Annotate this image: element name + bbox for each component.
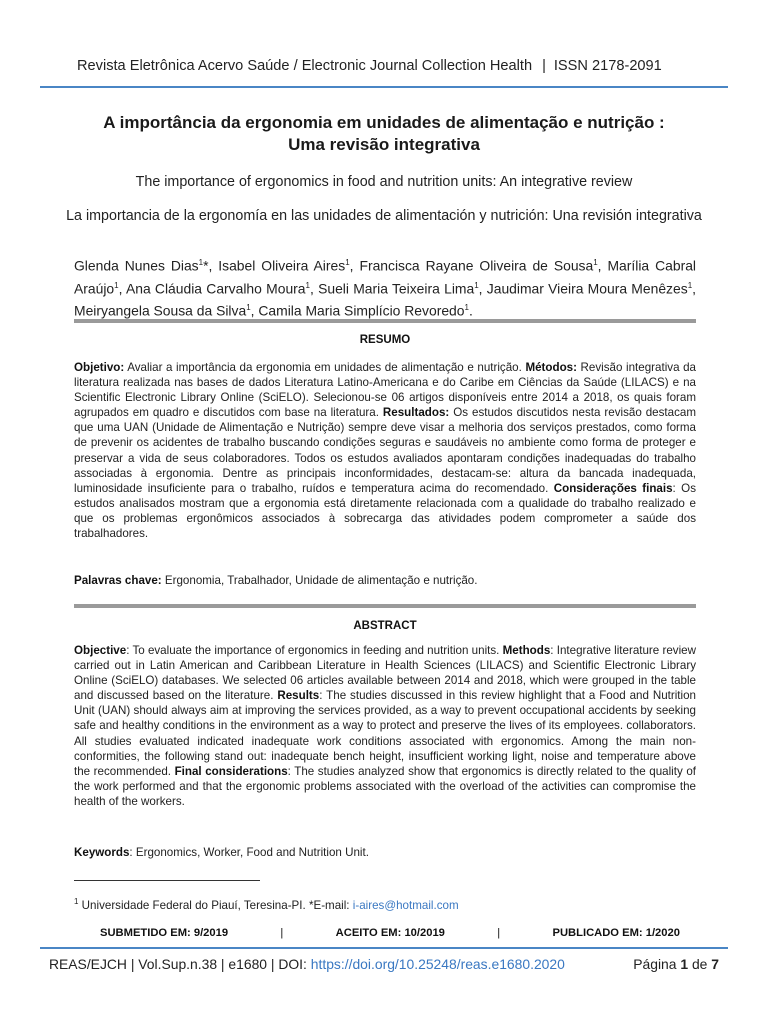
page-total: 7 <box>711 956 719 972</box>
date-separator: | <box>280 927 284 939</box>
affiliation-mark: 1 <box>464 303 469 313</box>
author-name: , Jaudimar Vieira Moura Menêzes <box>478 280 688 297</box>
resumo-label-resultados: Resultados: <box>382 406 450 420</box>
footer-rule <box>40 947 728 949</box>
author-name: , Sueli Maria Teixeira Lima <box>309 280 475 297</box>
palavras-label: Palavras chave: <box>74 574 162 587</box>
footnote-rule <box>74 880 260 881</box>
page-number <box>633 956 719 972</box>
author-name: . <box>468 302 473 319</box>
section-divider <box>74 604 696 608</box>
affiliation-mark: 1 <box>305 280 310 290</box>
author-name: , Marília Cabral Araújo <box>74 257 697 297</box>
keywords <box>74 845 696 860</box>
article-title-en: The importance of ergonomics in food and nutrition units: An integrative review <box>135 174 633 190</box>
palavras-chave <box>74 573 696 588</box>
submission-dates <box>100 927 680 939</box>
article-title-es: La importancia de la ergonomía en las unidades de alimentación y nutrición: Una revisión integrativa <box>66 208 702 224</box>
abstract-label-methods: Methods <box>502 644 551 657</box>
abstract-label-objective: Objective <box>74 644 127 657</box>
resumo-text-consideracoes: : Os estudos analisados mostram que a ergonomia está diretamente relacionada com a qualidade do trabalho realizado e que os problemas ergonômicos associados à sobrecarga das atividades podem comprometer a saúde dos trabalhadores. <box>74 481 696 541</box>
doi-link[interactable]: https://doi.org/10.25248/reas.e1680.2020 <box>310 956 565 972</box>
title-line-2: Uma revisão integrativa <box>288 135 480 154</box>
journal-name: Revista Eletrônica Acervo Saúde / Electronic Journal Collection Health <box>77 58 533 74</box>
author-name: , Ana Cláudia Carvalho Moura <box>118 280 306 297</box>
abstract-heading: ABSTRACT <box>353 620 417 632</box>
resumo-label-metodos: Métodos: <box>525 361 577 374</box>
affiliation-mark: 1 <box>198 258 204 267</box>
resumo-body <box>74 360 696 541</box>
published-date: PUBLICADO EM: 1/2020 <box>552 927 680 939</box>
palavras-text: Ergonomia, Trabalhador, Unidade de alimentação e nutrição. <box>161 574 478 587</box>
footnote-mark: 1 <box>74 897 79 906</box>
affiliation-mark: 1 <box>687 280 693 290</box>
title-line-1: A importância da ergonomia em unidades de alimentação e nutrição : <box>103 113 665 132</box>
citation-info <box>49 956 565 972</box>
running-header <box>77 58 707 74</box>
issn: ISSN 2178-2091 <box>553 58 662 74</box>
abstract-body <box>74 643 696 809</box>
article-title-pt <box>60 112 708 156</box>
author-name: Glenda Nunes Dias <box>74 257 199 274</box>
keywords-label: Keywords <box>74 846 130 859</box>
running-footer <box>49 956 719 972</box>
resumo-text-objetivo: Avaliar a importância da ergonomia em unidades de alimentação e nutrição. <box>124 361 526 374</box>
abstract-text-objective: : To evaluate the importance of ergonomics in feeding and nutrition units. <box>126 644 503 657</box>
citation-text: REAS/EJCH | Vol.Sup.n.38 | e1680 | DOI: <box>49 956 311 972</box>
section-divider <box>74 319 696 323</box>
affiliation-mark: 1 <box>114 280 119 290</box>
page-of: de <box>688 956 712 972</box>
abstract-text-final: : The studies analyzed show that ergonomics is directly related to the quality of the work performed and that the ergonomic problems associated with the overload of the activities can compromise the health of the workers. <box>74 764 696 808</box>
resumo-label-consideracoes: Considerações finais <box>553 481 673 495</box>
date-separator: | <box>497 927 501 939</box>
author-name: , Meiryangela Sousa da Silva <box>74 280 696 319</box>
abstract-label-final: Final considerations <box>174 764 288 778</box>
header-rule <box>40 86 728 88</box>
affiliation-mark: 1 <box>345 258 350 267</box>
author-name: , Francisca Rayane Oliveira de Sousa <box>349 257 594 274</box>
footnote-text: Universidade Federal do Piauí, Teresina-PI. *E-mail: <box>78 898 353 912</box>
header-separator: | <box>542 58 546 74</box>
affiliation-mark: 1 <box>246 303 251 313</box>
submitted-date: SUBMETIDO EM: 9/2019 <box>100 927 229 939</box>
footnote <box>74 897 696 912</box>
resumo-text-resultados: Os estudos discutidos nesta revisão destacam que uma UAN (Unidade de Alimentação e Nutrição) sempre deve visar a melhoria dos serviços prestados, como forma de prevenir os acidentes de trabalho buscando condições seguras e saudáveis no ambiente como forma de proteger e preservar a vida de seus colaboradores. Todos os estudos avaliados apontaram condições inadequadas do trabalho associadas à ergonomia. Dentre as principais inconformidades, destacam-se: altura da bancada inadequada, luminosidade insuficiente para o trabalho, ruídos e temperatura acima do recomendado. <box>74 406 696 495</box>
page-current: 1 <box>680 956 689 972</box>
keywords-text: : Ergonomics, Worker, Food and Nutrition Unit. <box>129 846 369 859</box>
author-name: *, Isabel Oliveira Aires <box>203 257 346 274</box>
resumo-label-objetivo: Objetivo: <box>74 361 125 374</box>
abstract-text-methods: : Integrative literature review carried out in Latin American and Caribbean Literature in Health Sciences (LILACS) and Scientific Electronic Library Online (SciELO) databases. We selected 06 articles available between 2014 and 2018, which were grouped in the table and discussed based on the literature. <box>74 644 696 703</box>
resumo-text-metodos: Revisão integrativa da literatura realizada nas bases de dados Literatura Latino-Americana e do Caribe em Ciências da Saúde (LILACS) e na Scientific Electronic Library Online (SciELO). Selecionou-se 06 artigos disponíveis entre 2014 a 2018, os quais foram agrupados em quadro e discutidos com base na literatura. <box>74 361 697 420</box>
affiliation-mark: 1 <box>474 280 479 290</box>
page-label: Página <box>633 956 681 972</box>
author-list <box>74 253 696 321</box>
email-link[interactable]: i-aires@hotmail.com <box>352 898 459 912</box>
author-name: , Camila Maria Simplício Revoredo <box>250 302 465 319</box>
abstract-text-results: : The studies discussed in this review highlight that a Food and Nutrition Unit (UAN) should always aim at improving the services provided, as a way to prevent occupational accidents by seeking safe and healthy conditions in the environment as a way to protect and preserve the lives of its employees. collaborators. All studies evaluated indicated inadequate work conditions associated with ergonomics. Among the main non-conformities, the following stand out: inadequate bench height, insufficient working light, noise and temperature above the recommended. <box>74 689 697 778</box>
accepted-date: ACEITO EM: 10/2019 <box>335 927 445 939</box>
resumo-heading: RESUMO <box>359 334 411 346</box>
affiliation-mark: 1 <box>593 258 598 267</box>
abstract-label-results: Results <box>277 689 320 703</box>
